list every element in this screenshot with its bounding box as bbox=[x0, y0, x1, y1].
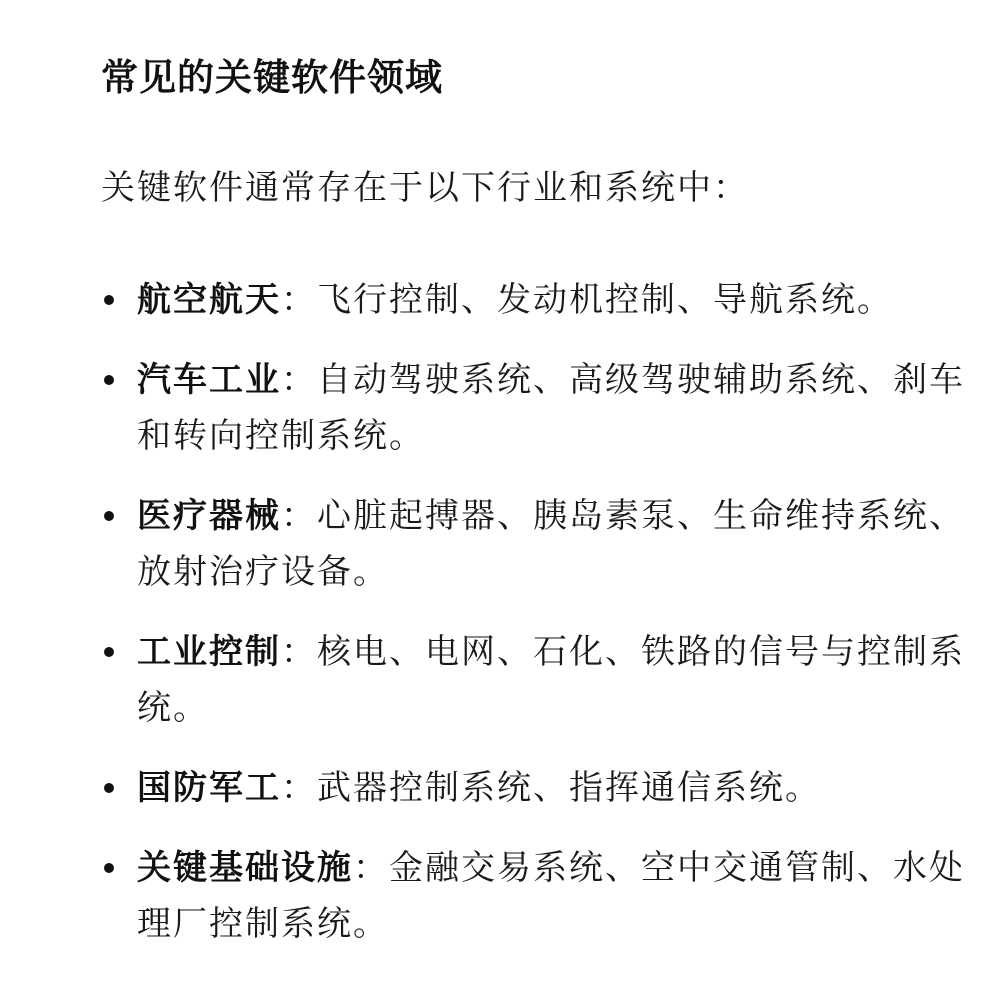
item-description: 核电、电网、石化、铁路的信号与控制系统。 bbox=[137, 632, 965, 728]
list-item-infrastructure bbox=[101, 840, 971, 952]
item-description: 金融交易系统、空中交通管制、水处理厂控制系统。 bbox=[137, 848, 965, 944]
domain-list bbox=[101, 272, 971, 976]
item-separator: ： bbox=[353, 848, 389, 888]
item-description: 心脏起搏器、胰岛素泵、生命维持系统、放射治疗设备。 bbox=[137, 496, 965, 592]
item-description: 飞行控制、发动机控制、导航系统。 bbox=[317, 280, 893, 320]
item-description: 武器控制系统、指挥通信系统。 bbox=[317, 768, 821, 808]
item-term: 国防军工 bbox=[137, 768, 281, 808]
item-description: 自动驾驶系统、高级驾驶辅助系统、刹车和转向控制系统。 bbox=[137, 360, 965, 456]
list-item-defense bbox=[101, 760, 971, 816]
item-term: 汽车工业 bbox=[137, 360, 281, 400]
item-separator: ： bbox=[281, 632, 317, 672]
bullet-icon bbox=[104, 863, 114, 873]
intro-paragraph: 关键软件通常存在于以下行业和系统中： bbox=[101, 168, 749, 208]
section-heading: 常见的关键软件领域 bbox=[101, 56, 443, 99]
bullet-icon bbox=[104, 647, 114, 657]
bullet-icon bbox=[104, 783, 114, 793]
item-term: 医疗器械 bbox=[137, 496, 281, 536]
bullet-icon bbox=[104, 295, 114, 305]
list-item-aerospace bbox=[101, 272, 971, 328]
item-separator: ： bbox=[281, 280, 317, 320]
item-separator: ： bbox=[281, 768, 317, 808]
bullet-icon bbox=[104, 375, 114, 385]
list-item-automotive bbox=[101, 352, 971, 464]
item-separator: ： bbox=[281, 496, 317, 536]
item-separator: ： bbox=[281, 360, 317, 400]
item-term: 航空航天 bbox=[137, 280, 281, 320]
bullet-icon bbox=[104, 511, 114, 521]
list-item-industrial bbox=[101, 624, 971, 736]
item-term: 关键基础设施 bbox=[137, 848, 353, 888]
list-item-medical bbox=[101, 488, 971, 600]
item-term: 工业控制 bbox=[137, 632, 281, 672]
